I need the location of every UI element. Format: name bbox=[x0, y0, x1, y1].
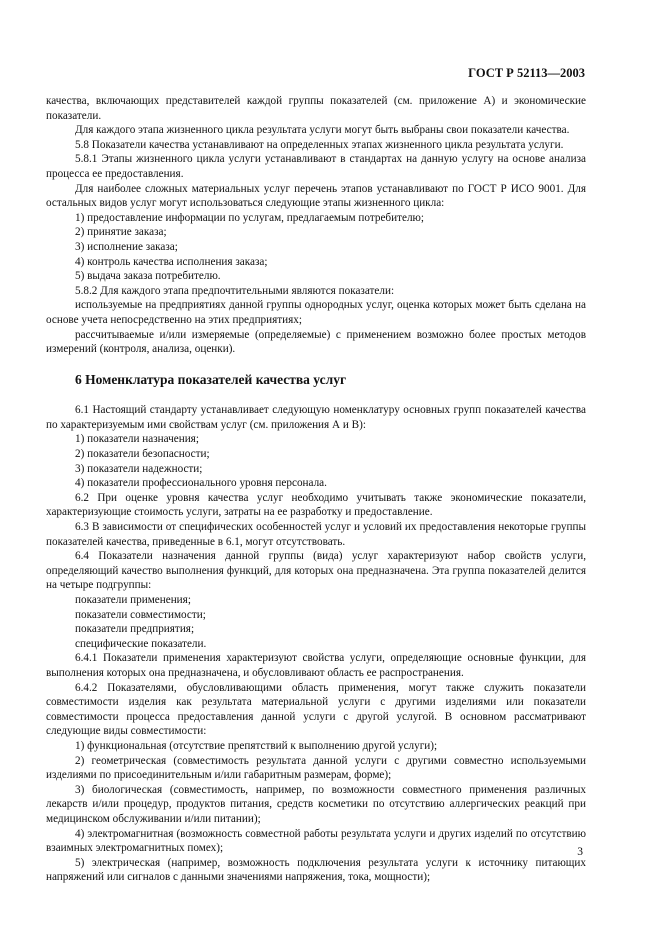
page-number: 3 bbox=[577, 846, 583, 858]
paragraph: Для каждого этапа жизненного цикла результата услуги могут быть выбраны свои показатели качества. bbox=[75, 124, 570, 137]
paragraph: 5.8.2 Для каждого этапа предпочтительными являются показатели: bbox=[75, 284, 395, 297]
paragraph: 1) функциональная (отсутствие препятствий к выполнению другой услуги); bbox=[75, 739, 438, 752]
list-item: 1) показатели назначения; bbox=[75, 433, 199, 446]
paragraph: 6.3 В зависимости от специфических особенностей услуг и условий их предоставления некоторые группы показателей качества, приведенные в 6.1, могут отсутствовать. bbox=[46, 521, 586, 548]
section-6-text bbox=[46, 403, 586, 885]
paragraph: 5) электрическая (например, возможность подключения результата услуги к источнику питающих напряжений или сигналов с данными значениями напряжения, тока, мощности); bbox=[46, 856, 586, 884]
list-item: 4) контроль качества исполнения заказа; bbox=[75, 255, 268, 268]
paragraph: 6.1 Настоящий стандарту устанавливает следующую номенклатуру основных групп показателей качества по характеризуемым ими свойствам услуг (см. приложения А и В): bbox=[46, 404, 586, 431]
paragraph: 5.8 Показатели качества устанавливают на определенных этапах жизненного цикла результата услуги. bbox=[75, 138, 564, 151]
list-item: показатели совместимости; bbox=[75, 608, 206, 621]
list-item: 3) показатели надежности; bbox=[75, 462, 203, 475]
list-item: специфические показатели. bbox=[75, 637, 207, 650]
list-item: 4) показатели профессионального уровня персонала. bbox=[75, 477, 327, 490]
paragraph: 6.4.1 Показатели применения характеризуют свойства услуги, определяющие основные функции, для выполнения которых она предназначена, и обусловливают область ее распространения. bbox=[46, 652, 586, 679]
paragraph: рассчитываемые и/или измеряемые (определяемые) с применением возможно более простых методов измерений (контроля, анализа, оценки). bbox=[46, 328, 586, 356]
paragraph: 6.4 Показатели назначения данной группы (вида) услуг характеризуют набор свойств услуги, определяющий качество выполнения функций, для которых она предназначена. Эта группа показателей делится на четыре подгруппы: bbox=[46, 550, 586, 592]
list-item: показатели предприятия; bbox=[75, 623, 195, 636]
paragraph: 5.8.1 Этапы жизненного цикла услуги устанавливают в стандартах на данную услугу на основе анализа процесса ее предоставления. bbox=[46, 153, 586, 180]
list-item: 1) предоставление информации по услугам, предлагаемым потребителю; bbox=[75, 211, 424, 224]
section-5-text bbox=[46, 94, 586, 357]
paragraph: 6.4.2 Показателями, обусловливающими область применения, могут также служить показатели совместимости изделия как результата материальной услуги с другими изделиями или показатели совместимости процесса предоставления данной услуги с другой услугой. В основном рассматривают следующие виды совместимости: bbox=[46, 681, 586, 738]
paragraph: 4) электромагнитная (возможность совместной работы результата услуги и других изделий по отсутствию взаимных электромагнитных помех); bbox=[46, 827, 586, 855]
paragraph: качества, включающих представителей каждой группы показателей (см. приложение А) и экономические показатели. bbox=[46, 95, 586, 122]
list-item: 2) принятие заказа; bbox=[75, 226, 167, 239]
list-item: 3) исполнение заказа; bbox=[75, 240, 178, 253]
paragraph: используемые на предприятиях данной группы однородных услуг, оценка которых может быть сделана на основе учета непосредственно на этих предприятиях; bbox=[46, 299, 586, 326]
section-heading: 6 Номенклатура показателей качества услуг bbox=[75, 371, 347, 387]
paragraph: Для наиболее сложных материальных услуг перечень этапов устанавливают по ГОСТ Р ИСО 9001. Для остальных видов услуг могут использоваться следующие этапы жизненного цикла: bbox=[46, 182, 586, 210]
paragraph: 2) геометрическая (совместимость результата данной услуги с другими совместно используемыми изделиями по присоединительным и/или габаритным размерам, форме); bbox=[46, 754, 586, 782]
list-item: показатели применения; bbox=[75, 594, 191, 606]
list-item: 5) выдача заказа потребителю. bbox=[75, 270, 221, 283]
paragraph: 6.2 При оценке уровня качества услуг необходимо учитывать также экономические показатели, характеризующие стоимость услуги, затраты на ее разработку и предоставление. bbox=[46, 491, 586, 519]
list-item: 2) показатели безопасности; bbox=[75, 448, 210, 461]
paragraph: 3) биологическая (совместимость, например, по возможности совместного применения различных лекарств и/или процедур, продуктов питания, средств косметики по отсутствию аллергических реакций при медицинском обслуживании и/или питании); bbox=[46, 783, 586, 825]
document-body bbox=[46, 94, 586, 885]
document-header: ГОСТ Р 52113—2003 bbox=[468, 66, 585, 80]
